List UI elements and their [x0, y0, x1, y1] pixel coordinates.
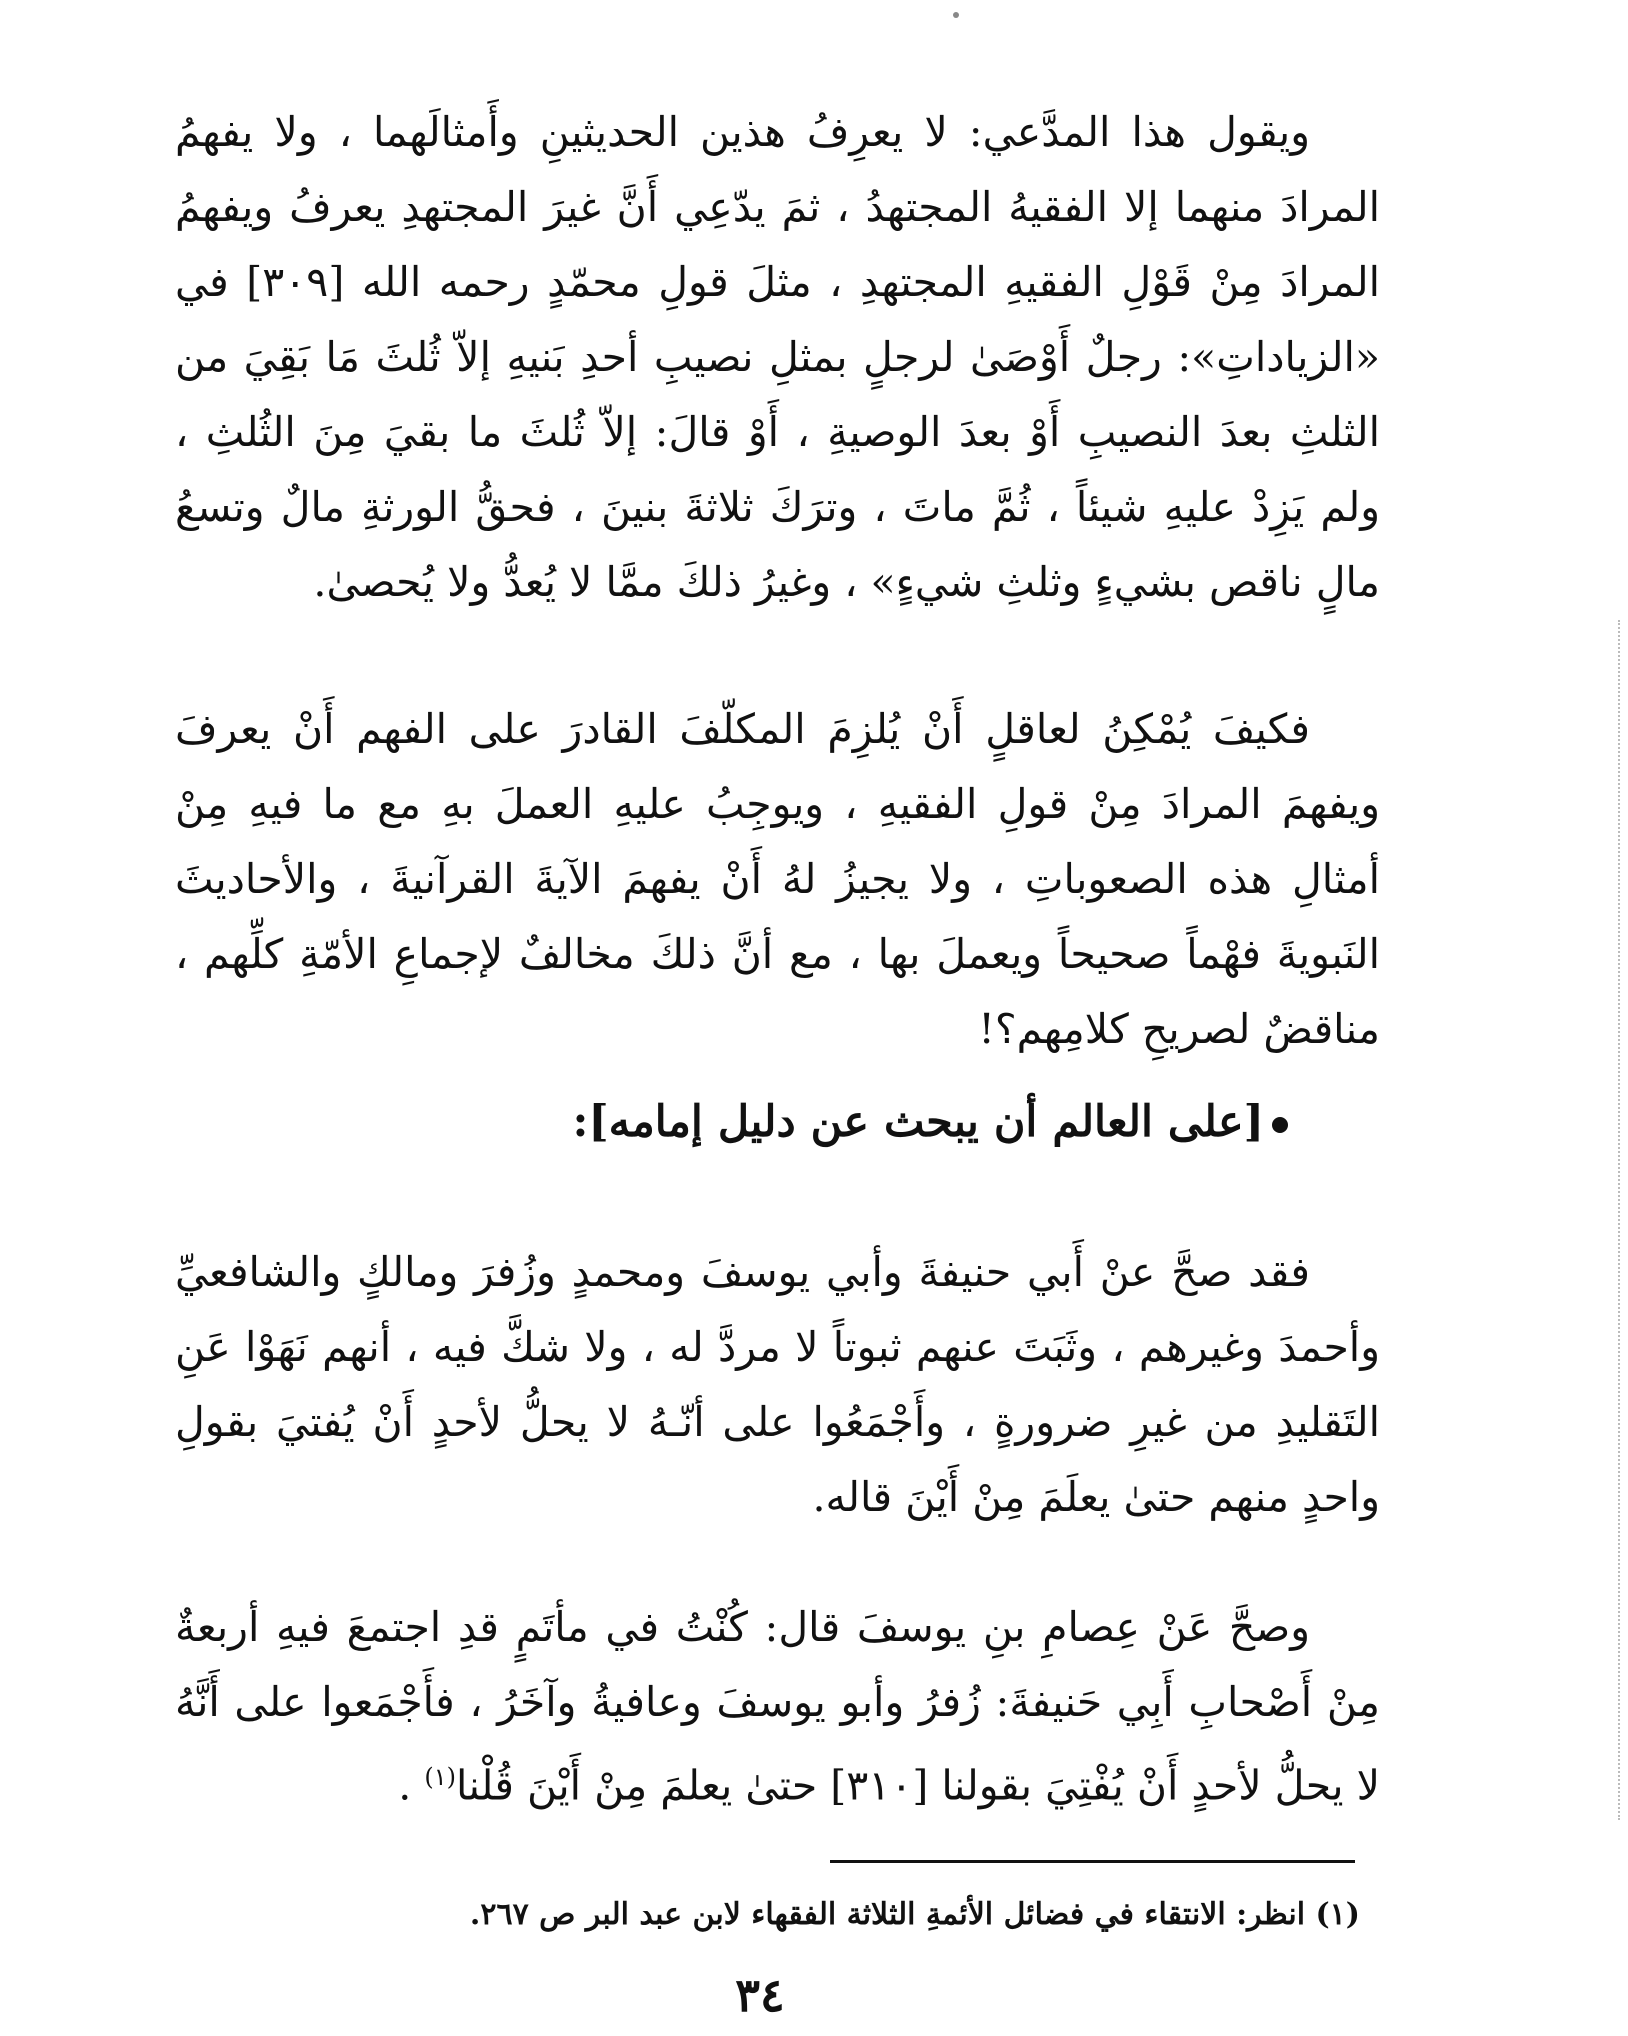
footnote	[420, 1890, 1360, 1940]
bullet-icon	[1272, 1117, 1288, 1133]
scan-edge-marks	[1615, 620, 1620, 1820]
paragraph-4: وصحَّ عَنْ عِصامِ بنِ يوسفَ قال: كُنْتُ في مأتَمٍ قدِ اجتمعَ فيهِ أربعةٌ مِنْ أَصْحابِ أَبِي حَنيفةَ: زُفرُ وأبو يوسفَ وعافيةُ وآخَرُ ، فأَجْمَعوا على أَنَّهُ لا يحلُّ لأحدٍ أَنْ يُفْتِيَ بقولنا [٣١٠] حتىٰ يعلمَ مِنْ أَيْنَ قُلْنا$^{(١)}$ .	[175, 1603, 1380, 1810]
footnote-reference: (١)	[424, 1763, 456, 1791]
scan-speck	[953, 12, 959, 18]
paragraph-2-text: فكيفَ يُمْكِنُ لعاقلٍ أَنْ يُلزِمَ المكلّفَ القادرَ على الفهم أَنْ يعرفَ ويفهمَ المرادَ مِنْ قولِ الفقيهِ ، ويوجِبُ عليهِ العملَ بهِ مع ما فيهِ مِنْ أمثالِ هذه الصعوباتِ ، ولا يجيزُ لهُ أَنْ يفهمَ الآيةَ القرآنيةَ ، والأحاديثَ النَبويةَ فهْماً صحيحاً ويعملَ بها ، مع أنَّ ذلكَ مخالفٌ لإجماعِ الأمّةِ كلِّهم ، مناقضٌ لصريحِ كلامِهم؟!	[175, 705, 1380, 1053]
section-heading-text: [على العالم أن يبحث عن دليل إمامه]:	[572, 1097, 1264, 1147]
paragraph-1-text: ويقول هذا المدَّعي: لا يعرِفُ هذين الحديثينِ وأَمثالَهما ، ولا يفهمُ المرادَ منهما إلا الفقيهُ المجتهدُ ، ثمَ يدّعِي أَنَّ غيرَ المجتهدِ يعرفُ ويفهمُ المرادَ مِنْ قَوْلِ الفقيهِ المجتهدِ ، مثلَ قولِ محمّدٍ رحمه الله [٣٠٩] في «الزياداتِ»: رجلٌ أَوْصَىٰ لرجلٍ بمثلِ نصيبِ أحدِ بَنيهِ إلاّ ثُلثَ مَا بَقِيَ من الثلثِ بعدَ النصيبِ أَوْ بعدَ الوصيةِ ، أَوْ قالَ: إلاّ ثُلثَ ما بقيَ مِنَ الثُلثِ ، ولم يَزِدْ عليهِ شيئاً ، ثُمَّ ماتَ ، وترَكَ ثلاثةَ بنينَ ، فحقُّ الورثةِ مالٌ وتسعُ مالٍ ناقص بشيءٍ وثلثِ شيءٍ» ، وغيرُ ذلكَ ممَّا لا يُعدُّ ولا يُحصىٰ.	[175, 108, 1380, 606]
section-heading	[388, 1085, 1288, 1160]
paragraph-4-text: وصحَّ عَنْ عِصامِ بنِ يوسفَ قال: كُنْتُ في مأتَمٍ قدِ اجتمعَ فيهِ أربعةٌ مِنْ أَصْحابِ أَبِي حَنيفةَ: زُفرُ وأبو يوسفَ وعافيةُ وآخَرُ ، فأَجْمَعوا على أَنَّهُ لا يحلُّ لأحدٍ أَنْ يُفْتِيَ بقولنا [٣١٠] حتىٰ يعلمَ مِنْ أَيْنَ قُلْنا	[175, 1603, 1380, 1810]
paragraph-1	[175, 95, 1380, 620]
paragraph-3-text: فقد صحَّ عنْ أَبي حنيفةَ وأبي يوسفَ ومحمدٍ وزُفرَ ومالكٍ والشافعيِّ وأحمدَ وغيرهم ، وثَبَتَ عنهم ثبوتاً لا مردَّ له ، ولا شكَّ فيه ، أنهم نَهَوْا عَنِ التَقليدِ من غيرِ ضرورةٍ ، وأَجْمَعُوا على أنّـهُ لا يحلُّ لأحدٍ أَنْ يُفتيَ بقولِ واحدٍ منهم حتىٰ يعلَمَ مِنْ أَيْنَ قاله.	[175, 1248, 1380, 1521]
footnote-divider	[830, 1860, 1355, 1863]
footnote-text: (١) انظر: الانتقاء في فضائل الأئمةِ الثلاثة الفقهاء لابن عبد البر ص ٢٦٧.	[469, 1897, 1360, 1932]
page-number: ٣٤	[735, 1968, 785, 2022]
paragraph-2	[175, 692, 1380, 1067]
paragraph-3	[175, 1235, 1380, 1535]
